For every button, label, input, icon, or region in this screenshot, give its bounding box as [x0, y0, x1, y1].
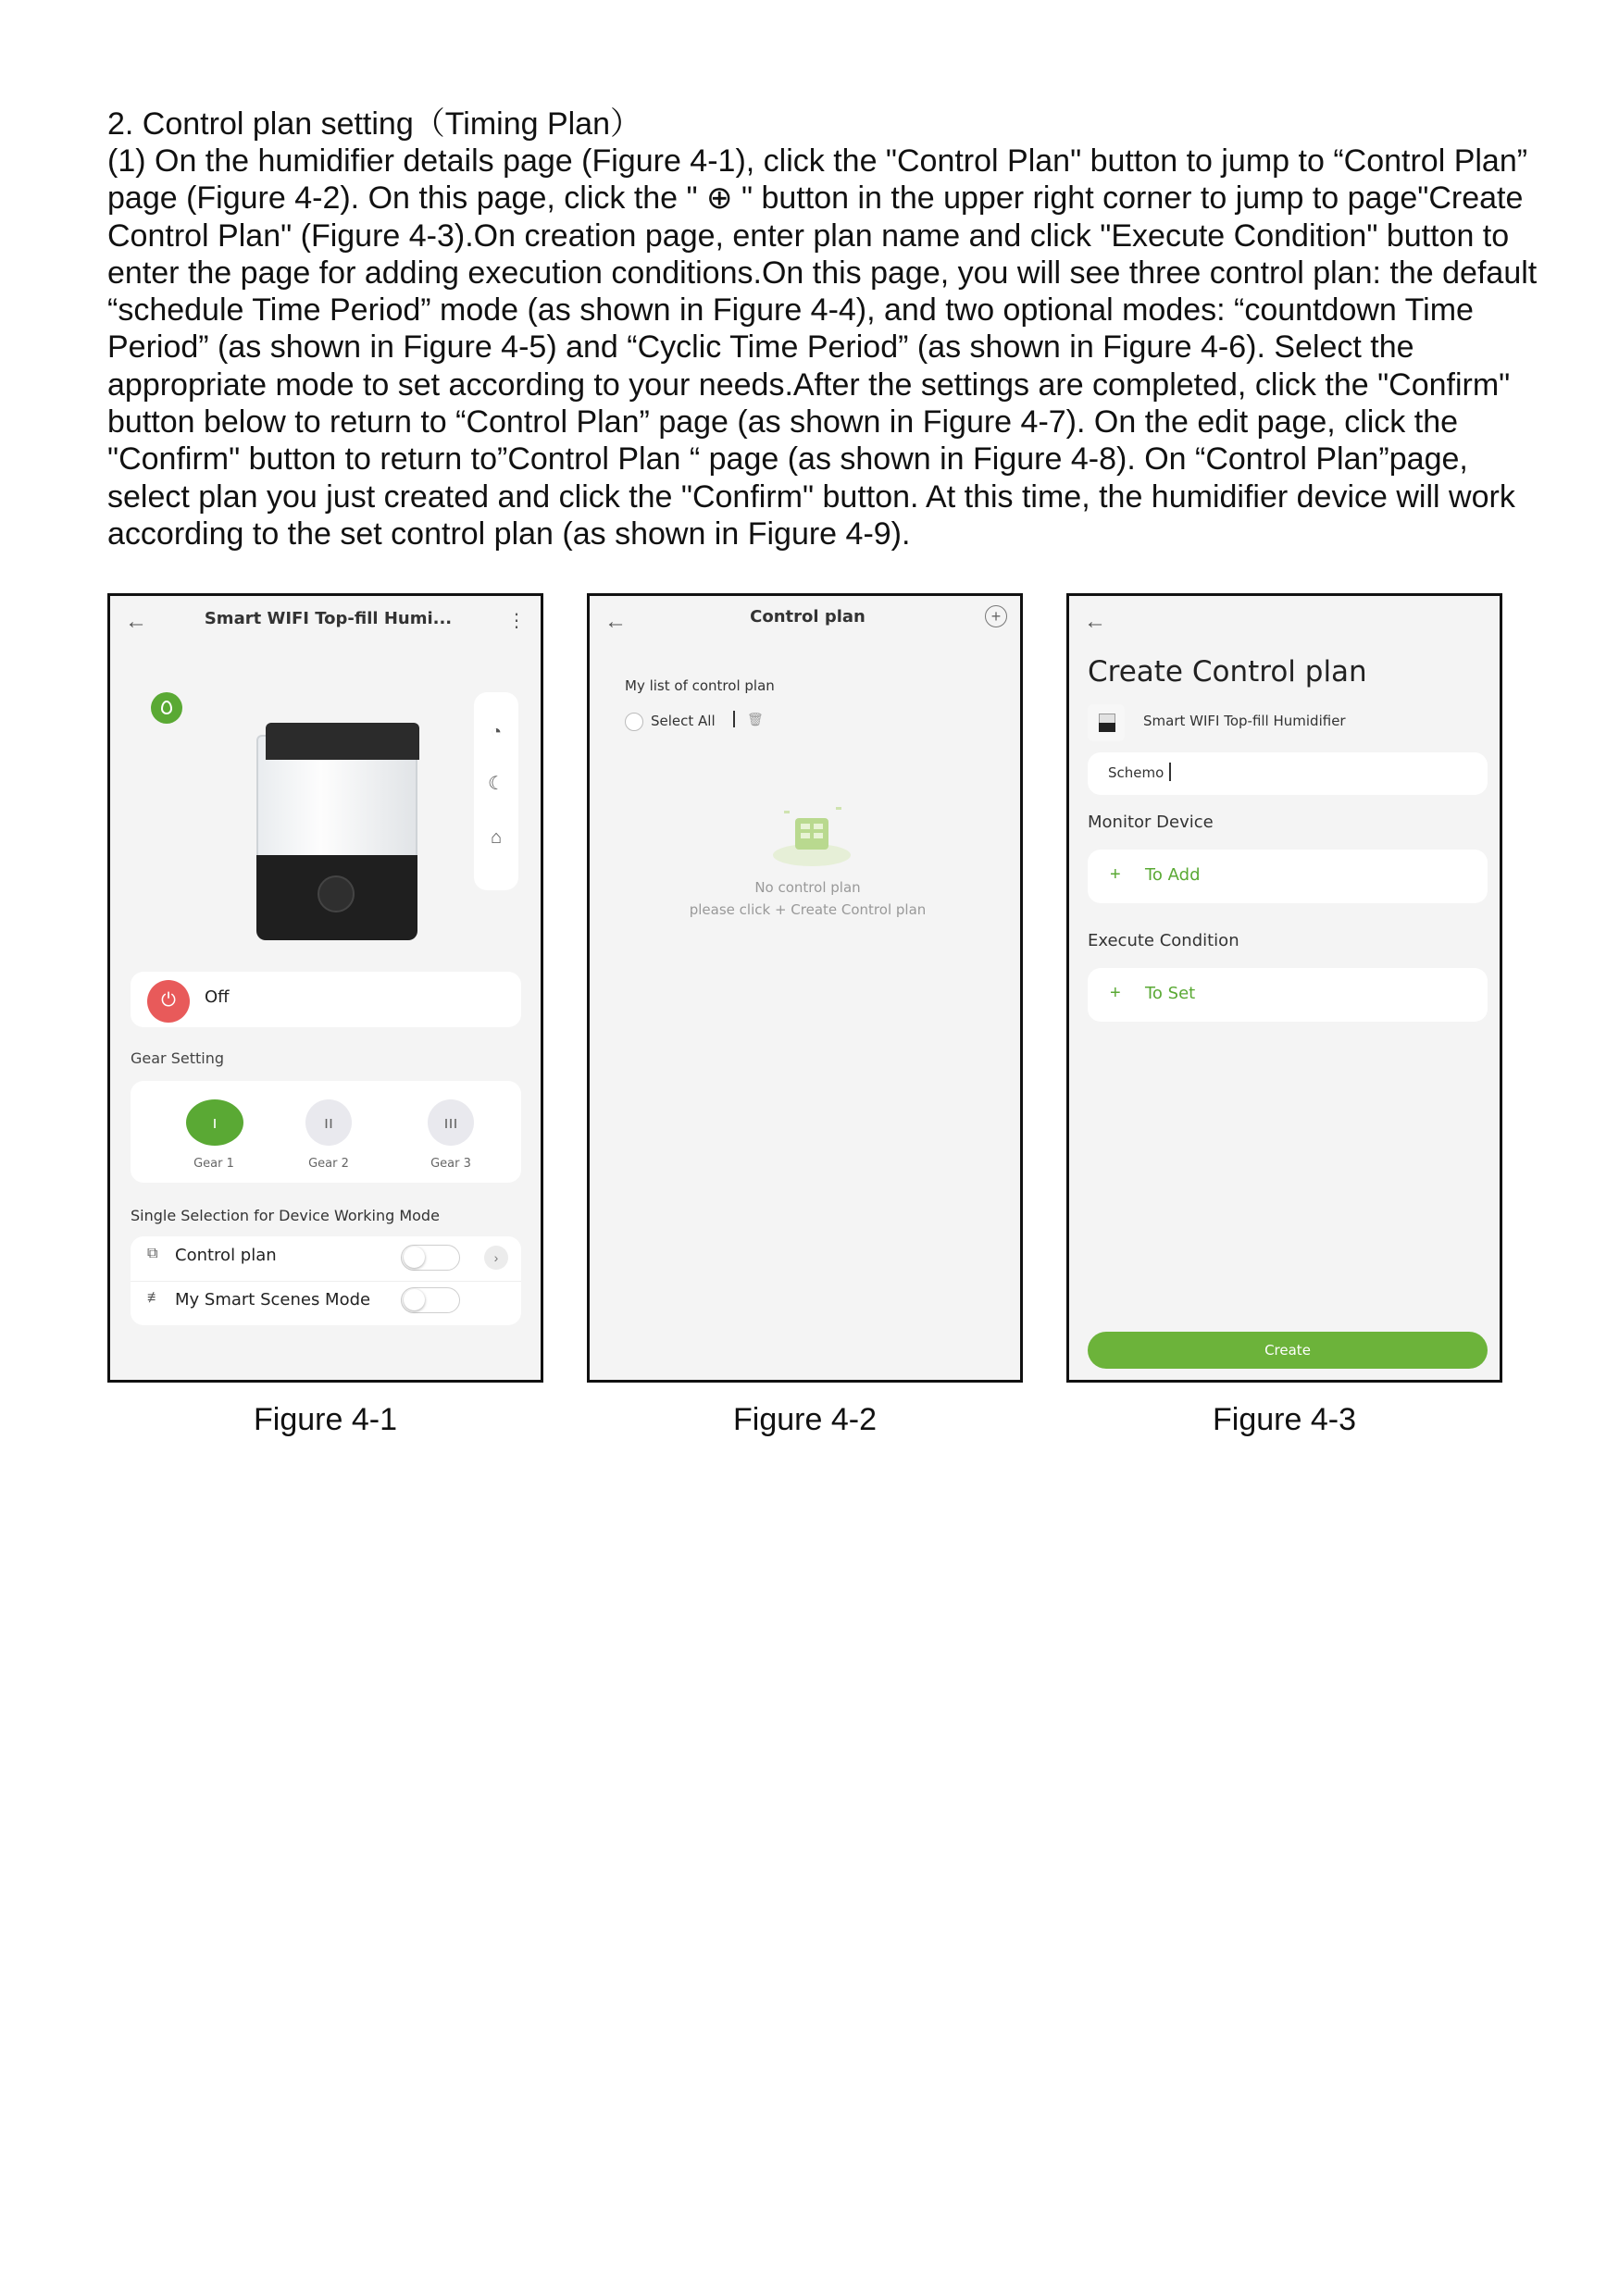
figure-4-2-screenshot [587, 593, 1023, 1383]
power-status-label: Off [205, 987, 230, 1007]
trash-icon[interactable]: 🗑 [747, 712, 764, 726]
gear-2-label: Gear 2 [308, 1157, 349, 1171]
sliders-icon: ≢ [147, 1290, 162, 1306]
power-button[interactable]: ⏻ [147, 980, 190, 1023]
gear-2-button[interactable] [301, 1099, 356, 1171]
humidifier-dial-image [318, 875, 355, 912]
plan-name-input[interactable] [1088, 752, 1488, 795]
back-arrow-icon[interactable]: ← [1084, 609, 1106, 634]
paragraph-line: according to the set control plan (as shown in Figure 4-9). [107, 515, 911, 552]
separator [733, 711, 735, 727]
smart-scenes-row[interactable] [147, 1281, 517, 1322]
paragraph-line: select plan you just created and click the "Confirm" button. At this time, the humidifier device will work [107, 478, 1515, 515]
humidifier-top-image [266, 723, 419, 760]
side-control-pill [474, 692, 518, 890]
smart-scenes-toggle[interactable] [401, 1287, 460, 1313]
gear-1-label: Gear 1 [193, 1157, 234, 1171]
moon-icon[interactable]: ☾ [488, 774, 504, 794]
empty-list-illustration [766, 798, 858, 872]
plus-icon: + [1110, 864, 1121, 885]
empty-message: No control plan [754, 879, 861, 896]
gear-1-icon: ı [186, 1099, 243, 1146]
paragraph-line: "Confirm" button to return to”Control Plan “ page (as shown in Figure 4-8). On “Control Plan”page, [107, 441, 1468, 478]
select-all-radio[interactable] [625, 713, 643, 731]
back-arrow-icon[interactable]: ← [604, 609, 627, 634]
create-plan-title: Create Control plan [1088, 655, 1367, 689]
gear-2-icon: ıı [305, 1099, 352, 1146]
paragraph-line: (1) On the humidifier details page (Figure 4-1), click the "Control Plan" button to jump to “Control Plan” [107, 143, 1528, 179]
section-heading: 2. Control plan setting（Timing Plan） [107, 106, 642, 142]
to-add-label: To Add [1145, 865, 1201, 885]
gear-card [131, 1081, 521, 1183]
paragraph-line: enter the page for adding execution conditions.On this page, you will see three control plan: the default [107, 254, 1538, 291]
device-title: Smart WIFI Top-fill Humi... [204, 609, 453, 628]
control-plan-toggle[interactable] [401, 1245, 460, 1271]
figure-4-1-screenshot [107, 593, 543, 1383]
device-thumbnail [1088, 704, 1125, 741]
add-plan-icon[interactable]: + [985, 605, 1007, 627]
text-cursor [1169, 763, 1171, 781]
to-set-label: To Set [1145, 984, 1196, 1003]
to-add-button[interactable] [1088, 850, 1488, 903]
figure-caption-1: Figure 4-1 [254, 1402, 397, 1437]
more-menu-icon[interactable]: ⋮ [507, 611, 526, 631]
paragraph-line: button below to return to “Control Plan” page (as shown in Figure 4-7). On the edit page, click the [107, 404, 1459, 441]
create-button[interactable]: Create [1088, 1332, 1488, 1369]
figure-caption-3: Figure 4-3 [1213, 1402, 1356, 1437]
paragraph-line: Control Plan" (Figure 4-3).On creation page, enter plan name and click "Execute Condition" button to [107, 217, 1510, 254]
palette-icon[interactable]: ◔ [490, 722, 503, 742]
power-card [131, 972, 521, 1027]
execute-condition-label: Execute Condition [1088, 931, 1239, 950]
paragraph-line: Period” (as shown in Figure 4-5) and “Cyclic Time Period” (as shown in Figure 4-6). Select the [107, 329, 1414, 366]
back-arrow-icon[interactable]: ← [125, 609, 147, 634]
gear-setting-title: Gear Setting [131, 1049, 224, 1067]
to-set-button[interactable] [1088, 968, 1488, 1022]
gear-1-button[interactable] [186, 1099, 242, 1171]
gear-3-icon: ııı [428, 1099, 474, 1146]
paragraph-line: appropriate mode to set according to your needs.After the settings are completed, click the "Confirm" [107, 366, 1511, 403]
figure-4-3-screenshot [1066, 593, 1502, 1383]
control-plan-row[interactable] [147, 1236, 517, 1277]
empty-hint: please click + Create Control plan [689, 901, 927, 918]
clean-icon[interactable]: ⌂ [490, 827, 503, 848]
instruction-paragraph [107, 143, 1538, 552]
control-plan-icon: ⧉ [147, 1246, 158, 1261]
working-mode-title: Single Selection for Device Working Mode [131, 1207, 440, 1224]
gear-3-button[interactable] [423, 1099, 479, 1171]
paragraph-line: page (Figure 4-2). On this page, click the " ⊕ " button in the upper right corner to jump to page"Create [107, 180, 1524, 217]
smart-scenes-label: My Smart Scenes Mode [175, 1290, 371, 1309]
monitor-device-label: Monitor Device [1088, 813, 1214, 832]
select-all-label[interactable]: Select All [651, 713, 716, 729]
plus-icon: + [1110, 983, 1121, 1003]
control-plan-title: Control plan [750, 607, 866, 627]
device-name: Smart WIFI Top-fill Humidifier [1143, 713, 1346, 729]
gear-3-label: Gear 3 [430, 1157, 471, 1171]
plan-name-value: Schemo [1108, 764, 1164, 781]
control-plan-label: Control plan [175, 1246, 277, 1265]
water-drop-icon[interactable] [151, 692, 182, 724]
plan-list-title: My list of control plan [625, 677, 775, 694]
chevron-right-icon[interactable]: › [484, 1246, 508, 1270]
working-mode-card [131, 1236, 521, 1325]
figure-caption-2: Figure 4-2 [733, 1402, 877, 1437]
paragraph-line: “schedule Time Period” mode (as shown in Figure 4-4), and two optional modes: “countdown Time [107, 292, 1474, 329]
